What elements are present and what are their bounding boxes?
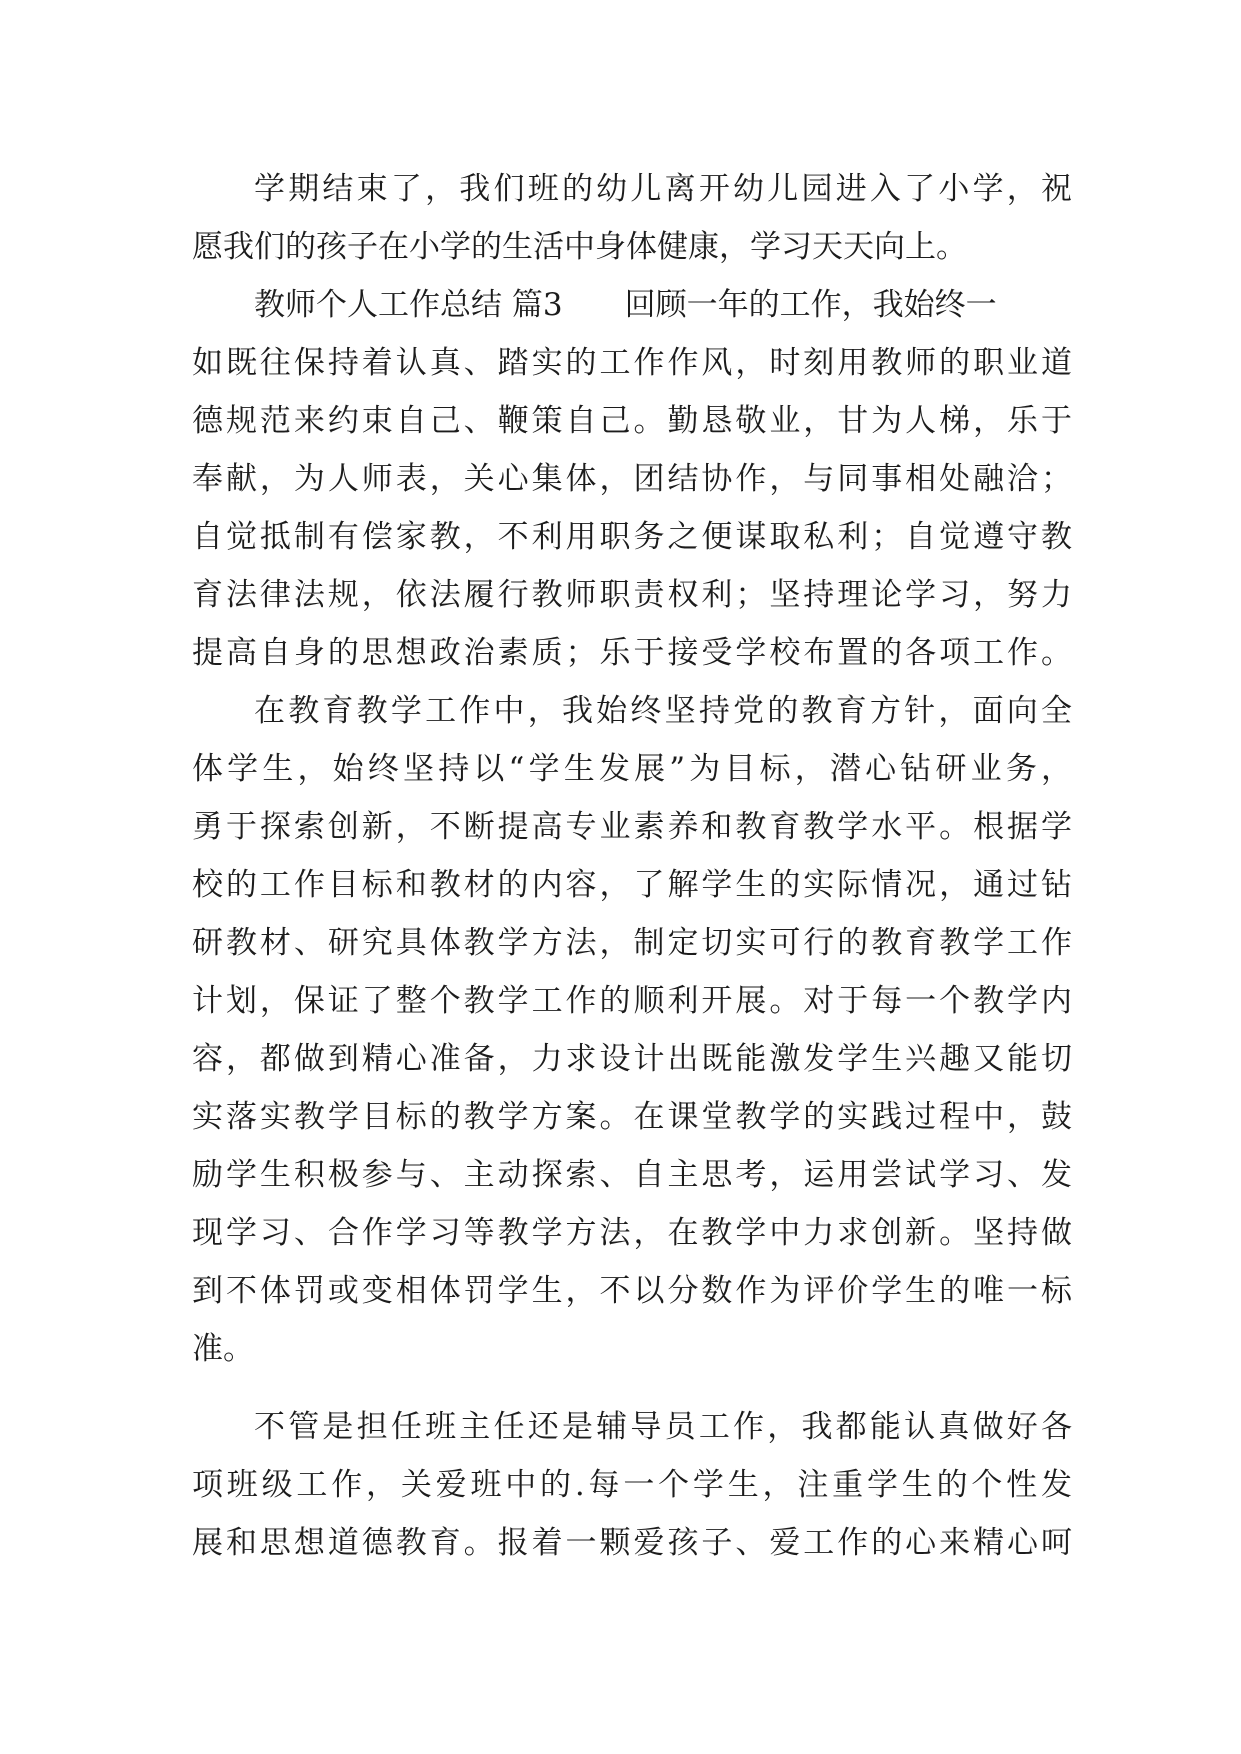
text-line: 励学生积极参与、主动探索、自主思考，运用尝试学习、发 — [192, 1157, 1072, 1193]
text-line: 自觉抵制有偿家教，不利用职务之便谋取私利；自觉遵守教 — [192, 519, 1072, 555]
text-line: 校的工作目标和教材的内容，了解学生的实际情况，通过钻 — [192, 867, 1072, 903]
text-line: 如既往保持着认真、踏实的工作作风，时刻用教师的职业道 — [192, 345, 1072, 381]
text-line-fragment: 回顾一年的工作，我始终一 — [624, 287, 997, 323]
text-line: 容，都做到精心准备，力求设计出既能激发学生兴趣又能切 — [192, 1041, 1072, 1077]
text-line: 现学习、合作学习等教学方法，在教学中力求创新。坚持做 — [192, 1215, 1072, 1251]
paragraph — [192, 1398, 1072, 1572]
document-body — [192, 160, 1072, 1572]
text-line: 育法律法规，依法履行教师职责权利；坚持理论学习，努力 — [192, 577, 1072, 613]
text-line: 到不体罚或变相体罚学生，不以分数作为评价学生的唯一标 — [192, 1273, 1072, 1309]
text-line: 实落实教学目标的教学方案。在课堂教学的实践过程中，鼓 — [192, 1099, 1072, 1135]
text-line: 德规范来约束自己、鞭策自己。勤恳敬业，甘为人梯，乐于 — [192, 403, 1072, 439]
paragraph — [192, 276, 1072, 682]
text-line: 项班级工作，关爱班中的.每一个学生，注重学生的个性发 — [192, 1467, 1072, 1503]
text-line: 在教育教学工作中，我始终坚持党的教育方针，面向全 — [254, 693, 1072, 729]
section-heading: 教师个人工作总结 篇3 — [254, 287, 563, 323]
text-line: 学期结束了，我们班的幼儿离开幼儿园进入了小学，祝 — [254, 171, 1072, 207]
heading-line — [192, 276, 1072, 334]
text-line: 计划，保证了整个教学工作的顺利开展。对于每一个教学内 — [192, 983, 1072, 1019]
text-line: 提高自身的思想政治素质；乐于接受学校布置的各项工作。 — [192, 635, 1072, 671]
text-line: 不管是担任班主任还是辅导员工作，我都能认真做好各 — [254, 1409, 1072, 1445]
paragraph — [192, 160, 1072, 276]
paragraph-spacer — [192, 1378, 1072, 1398]
text-line: 勇于探索创新，不断提高专业素养和教育教学水平。根据学 — [192, 809, 1072, 845]
text-line: 研教材、研究具体教学方法，制定切实可行的教育教学工作 — [192, 925, 1072, 961]
text-line: 奉献，为人师表，关心集体，团结协作，与同事相处融洽； — [192, 461, 1072, 497]
text-line: 愿我们的孩子在小学的生活中身体健康，学习天天向上。 — [192, 229, 967, 265]
text-line: 准。 — [192, 1331, 254, 1367]
text-line: 展和思想道德教育。报着一颗爱孩子、爱工作的心来精心呵 — [192, 1525, 1072, 1561]
text-line: 体学生，始终坚持以“学生发展”为目标，潜心钻研业务， — [192, 751, 1072, 787]
paragraph — [192, 682, 1072, 1378]
